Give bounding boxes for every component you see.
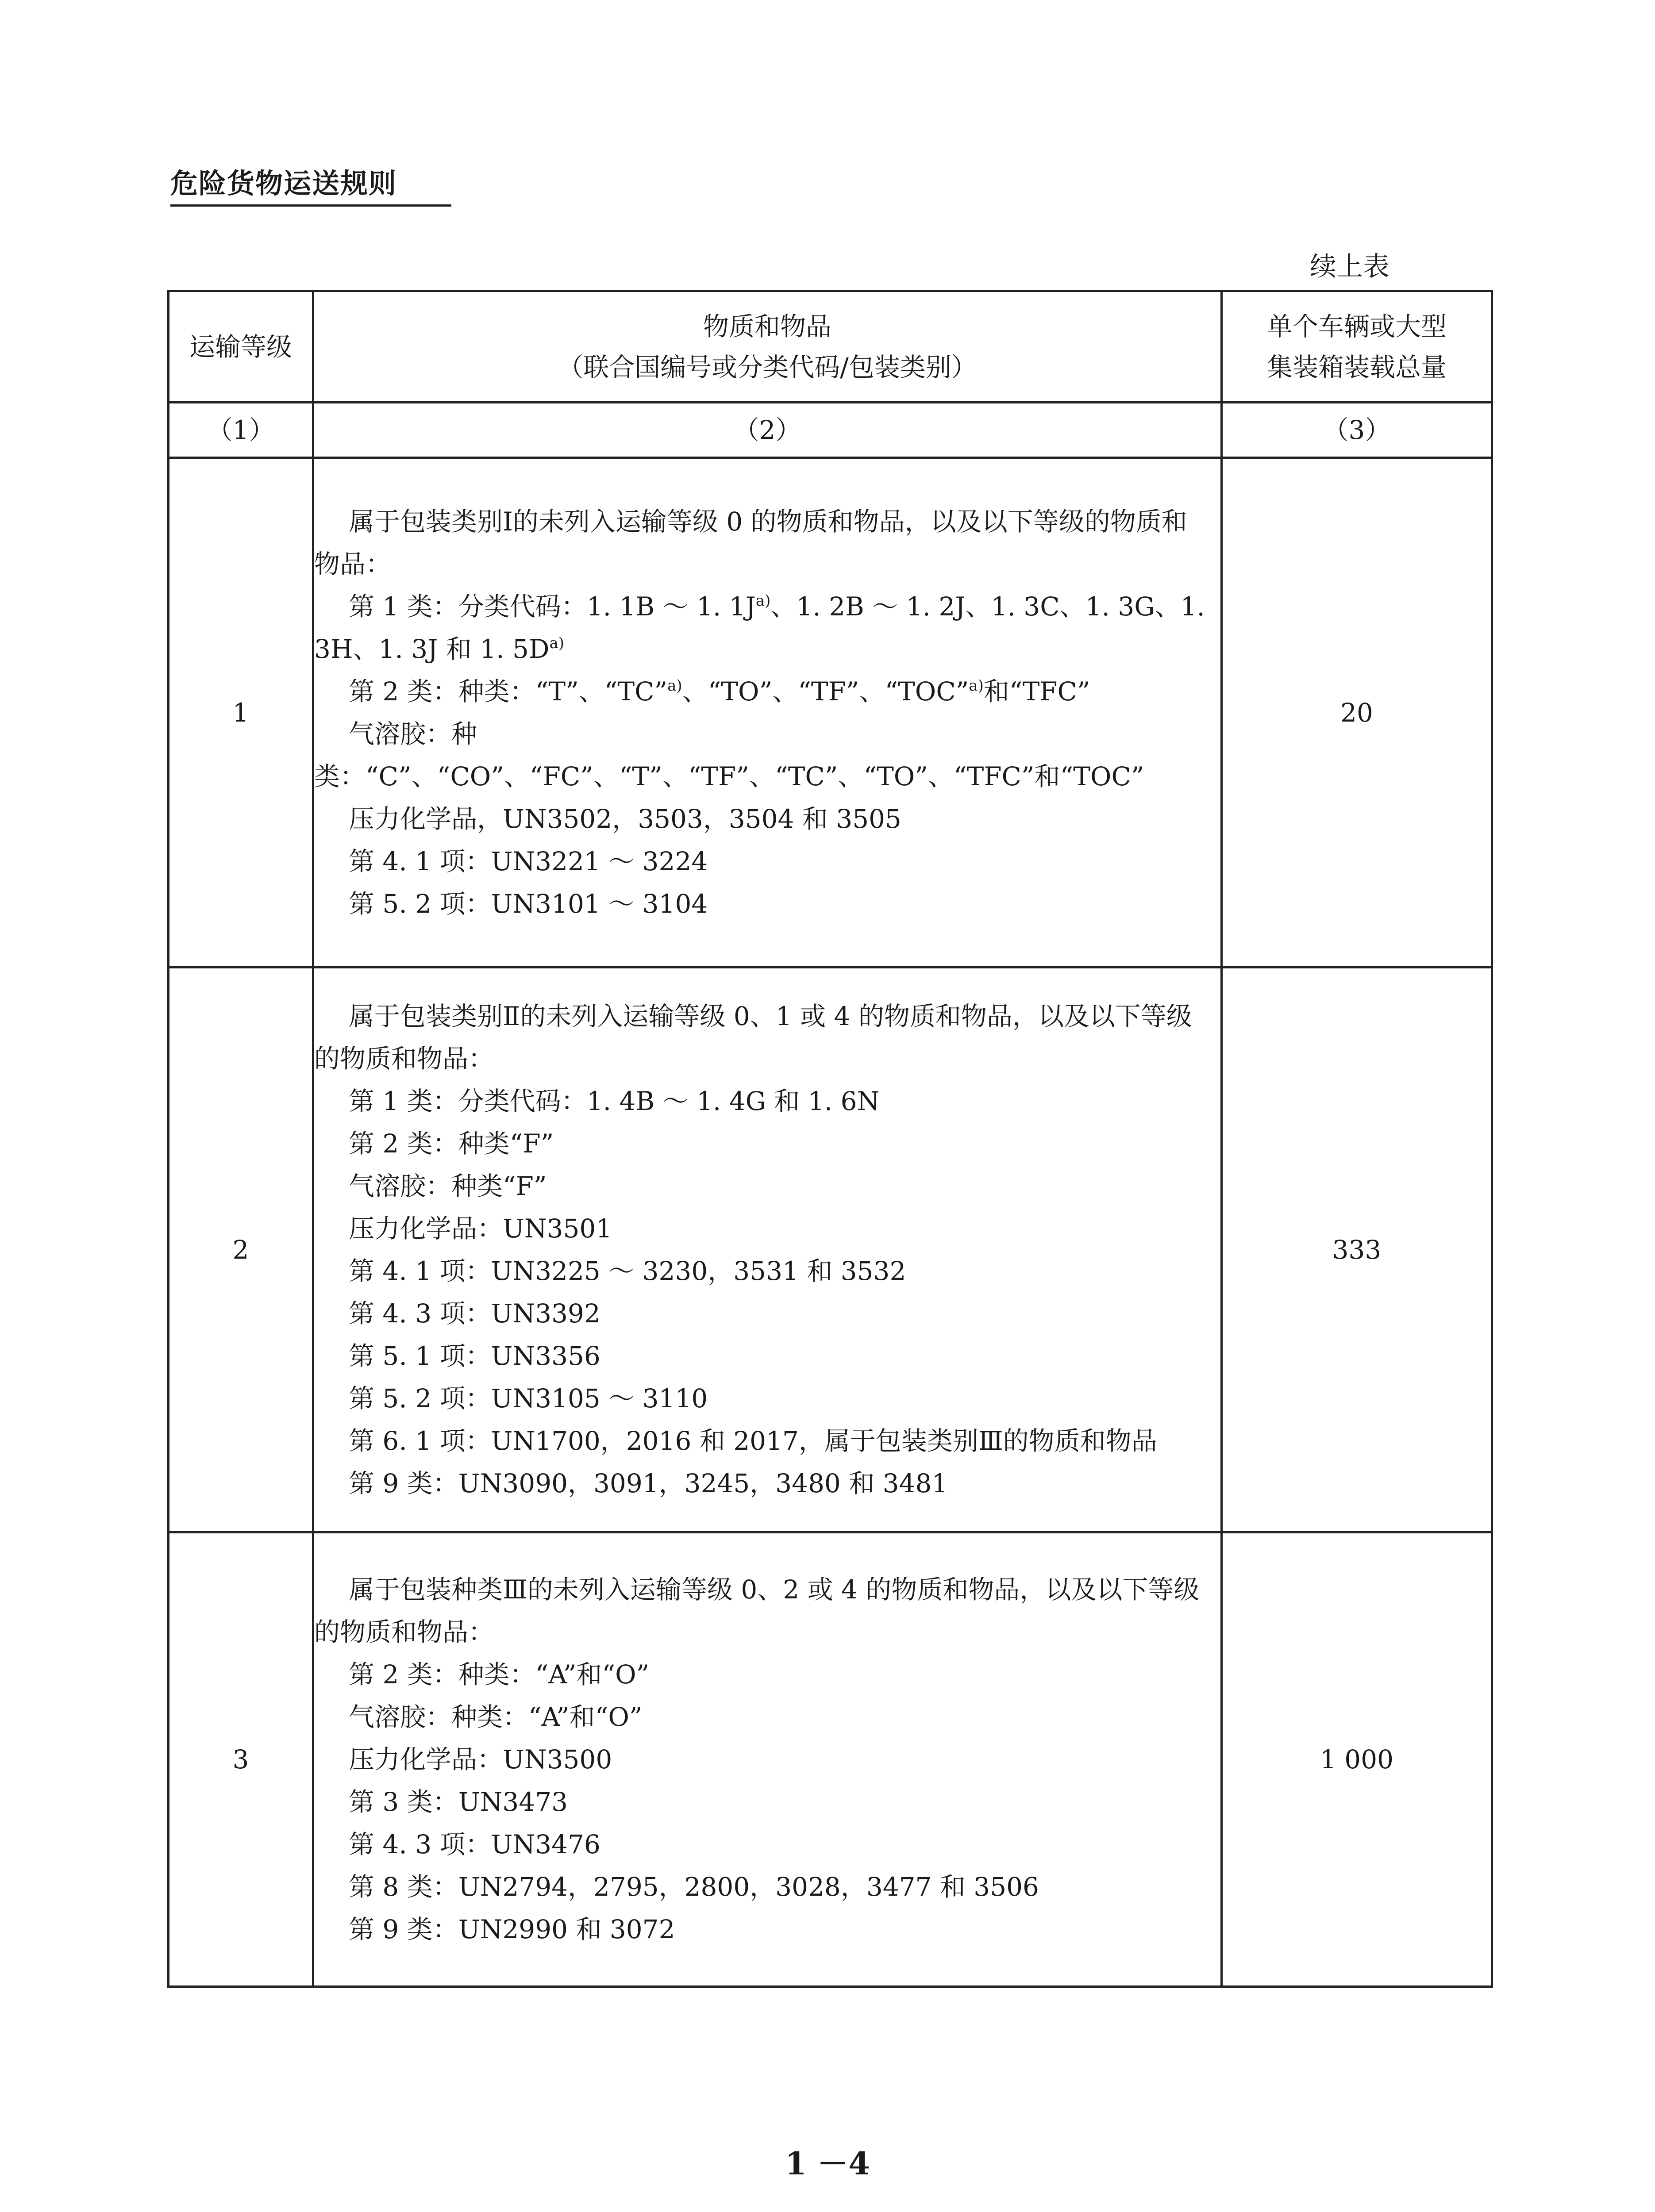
substance-entry: 第 6. 1 项：UN1700，2016 和 2017，属于包装类别Ⅲ的物质和物品 — [349, 1426, 1157, 1456]
page-number: 1 －4 — [785, 2145, 870, 2182]
substances-cell — [313, 458, 1222, 968]
substance-entry: 压力化学品：UN3501 — [349, 1214, 612, 1244]
substance-entry: 第 4. 1 项：UN3225 ～ 3230，3531 和 3532 — [349, 1256, 906, 1286]
substance-entry: 第 8 类：UN2794，2795，2800，3028，3477 和 3506 — [349, 1872, 1039, 1902]
substance-entry: 第 4. 3 项：UN3476 — [349, 1829, 600, 1859]
substance-entry: 第 9 类：UN3090，3091，3245，3480 和 3481 — [349, 1468, 948, 1498]
substances-cell — [313, 968, 1222, 1532]
continued-label: 续上表 — [1310, 251, 1389, 282]
substance-entry: 第 5. 2 项：UN3105 ～ 3110 — [349, 1383, 708, 1413]
substance-entry: 第 5. 2 项：UN3101 ～ 3104 — [349, 888, 708, 919]
table-row — [169, 968, 1492, 1532]
quantity-cell: 1 000 — [1222, 1532, 1492, 1987]
table-row — [169, 458, 1492, 968]
header-substances-subtitle: （联合国编号或分类代码/包装类别） — [558, 352, 977, 382]
table-row — [169, 1532, 1492, 1987]
row-lead-text: 属于包装类别Ⅰ的未列入运输等级 0 的物质和物品，以及以下等级的物质和物品： — [314, 506, 1187, 579]
transport-level-cell: 2 — [169, 968, 313, 1532]
transport-level-cell: 3 — [169, 1532, 313, 1987]
row-lead-text: 属于包装类别Ⅱ的未列入运输等级 0、1 或 4 的物质和物品，以及以下等级的物质和物品： — [314, 1001, 1192, 1074]
column-number: （3） — [1222, 403, 1492, 458]
substance-entry: 第 9 类：UN2990 和 3072 — [349, 1914, 675, 1944]
substance-entry: 第 4. 3 项：UN3392 — [349, 1298, 600, 1329]
header-max-quantity — [1222, 291, 1492, 403]
header-max-quantity-line2: 集装箱装载总量 — [1266, 352, 1447, 382]
substance-entry: 气溶胶：种类：“C”、“CO”、“FC”、“T”、“TF”、“TC”、“TO”、“TFC”和“TOC” — [314, 718, 1144, 791]
substance-entry: 压力化学品，UN3502，3503，3504 和 3505 — [349, 803, 901, 834]
substance-entry: 第 1 类：分类代码：1. 1B ～ 1. $1J^{a)}$、1. 2B ～ 1. 2J、1. 3C、1. 3G、1. 3H、1. 3J 和 1. $5D^{a)}$ — [314, 591, 1205, 664]
footnote-marker: a) — [549, 634, 565, 652]
transport-level-cell: 1 — [169, 458, 313, 968]
transport-category-table — [167, 290, 1493, 1988]
footnote-marker: a) — [667, 676, 682, 695]
column-number: （1） — [169, 403, 313, 458]
quantity-cell: 20 — [1222, 458, 1492, 968]
quantity-cell: 333 — [1222, 968, 1492, 1532]
substance-entry: 第 2 类：种类：“T”、“TC”$^{a)}$、“TO”、“TF”、“TOC”$^{a)}$和“TFC” — [349, 676, 1090, 707]
substance-entry: 气溶胶：种类：“A”和“O” — [349, 1702, 643, 1732]
substance-entry: 第 3 类：UN3473 — [349, 1787, 568, 1817]
header-transport-level-label: 运输等级 — [189, 331, 292, 362]
substance-entry: 第 2 类：种类：“A”和“O” — [349, 1659, 650, 1690]
header-transport-level — [169, 291, 313, 403]
header-substances-title: 物质和物品 — [703, 311, 831, 342]
footnote-marker: a) — [969, 676, 984, 695]
column-number-row — [169, 403, 1492, 458]
column-number: （2） — [313, 403, 1222, 458]
substance-entry: 第 4. 1 项：UN3221 ～ 3224 — [349, 846, 708, 876]
substance-entry: 第 2 类：种类“F” — [349, 1129, 554, 1159]
table-header-row — [169, 291, 1492, 403]
header-max-quantity-line1: 单个车辆或大型 — [1266, 311, 1447, 342]
substance-entry: 压力化学品：UN3500 — [349, 1744, 612, 1774]
substance-entry: 气溶胶：种类“F” — [349, 1171, 547, 1201]
footnote-marker: a) — [755, 591, 771, 610]
running-header: 危险货物运送规则 — [170, 161, 451, 207]
row-lead-text: 属于包装种类Ⅲ的未列入运输等级 0、2 或 4 的物质和物品，以及以下等级的物质和物品： — [314, 1575, 1200, 1647]
substance-entry: 第 5. 1 项：UN3356 — [349, 1341, 600, 1371]
substance-entry: 第 1 类：分类代码：1. 4B ～ 1. 4G 和 1. 6N — [349, 1086, 880, 1116]
header-substances — [313, 291, 1222, 403]
substances-cell — [313, 1532, 1222, 1987]
